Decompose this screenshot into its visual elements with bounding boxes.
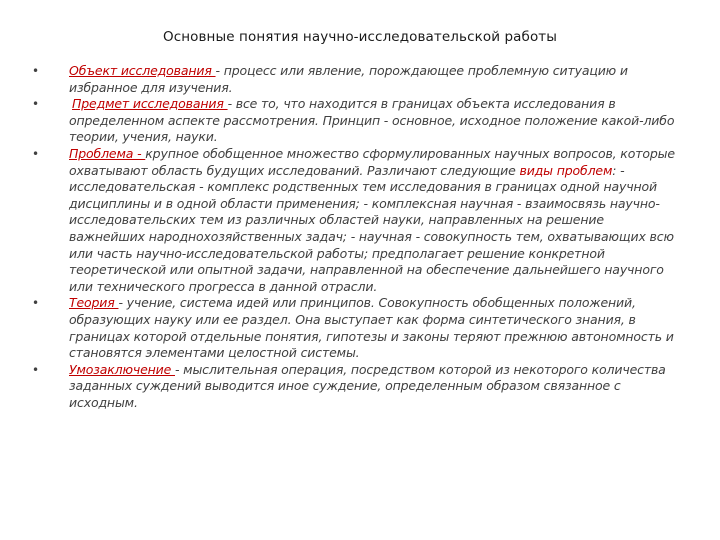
- definition-theory: - учение, система идей или принципов. Совокупность обобщенных положений, образующих науку или ее раздел. Она выступает как форма синтетического знания, в границах которой отдельные понятия, гипотезы и законы теряют прежнюю автономность и становятся элементами целостной системы.: [69, 295, 674, 361]
- slide-title: Основные понятия научно-исследовательской работы: [162, 29, 558, 45]
- definition-problem-types: : - исследовательская - комплекс родственных тем исследования в границах одной научной дисциплины и в одной области применения; - комплексная научная - взаимосвязь научно-исследовательских тем из различных областей науки, направленных на решение важнейших народнохозяйственных задач; - научная - совокупность тем, охватывающих всю или часть научно-исследовательской работы; предполагает решение конкретной теоретической или опытной задачи, направленной на обеспечение дальнейшего научного или технического прогресса в данной отрасли.: [69, 162, 674, 294]
- term-subject: Предмет исследования: [72, 96, 228, 112]
- definition-object: - процесс или явление, порождающее проблемную ситуацию и избранное для изучения.: [69, 63, 628, 95]
- list-item-subject: [32, 96, 680, 146]
- definition-list: [32, 63, 680, 411]
- list-item-theory: [32, 295, 680, 361]
- list-item-object: [32, 63, 680, 96]
- list-item-inference: [32, 361, 680, 412]
- bullet-icon: •: [32, 296, 39, 311]
- definition-inference: - мыслительная операция, посредством которой из некоторого количества заданных суждений выводится иное суждение, определенным образом связанное с исходным.: [69, 361, 666, 410]
- definition-problem: крупное обобщенное множество сформулированных научных вопросов, которые охватывают область будущих исследований. Различают следующие: [69, 145, 675, 178]
- term-theory: Теория: [69, 295, 119, 311]
- bullet-icon: •: [32, 97, 39, 112]
- term-problem-types: виды проблем: [519, 162, 613, 178]
- term-object: Объект исследования: [69, 63, 216, 78]
- bullet-icon: •: [32, 64, 39, 78]
- term-problem: Проблема -: [69, 145, 146, 161]
- list-item-problem: [32, 145, 680, 295]
- term-inference: Умозаключение: [69, 361, 175, 377]
- bullet-icon: •: [32, 146, 39, 161]
- bullet-icon: •: [32, 362, 39, 377]
- definition-subject: - все то, что находится в границах объекта исследования в определенном аспекте рассмотрения. Принцип - основное, исходное положение какой-либо теории, учения, науки.: [69, 96, 675, 145]
